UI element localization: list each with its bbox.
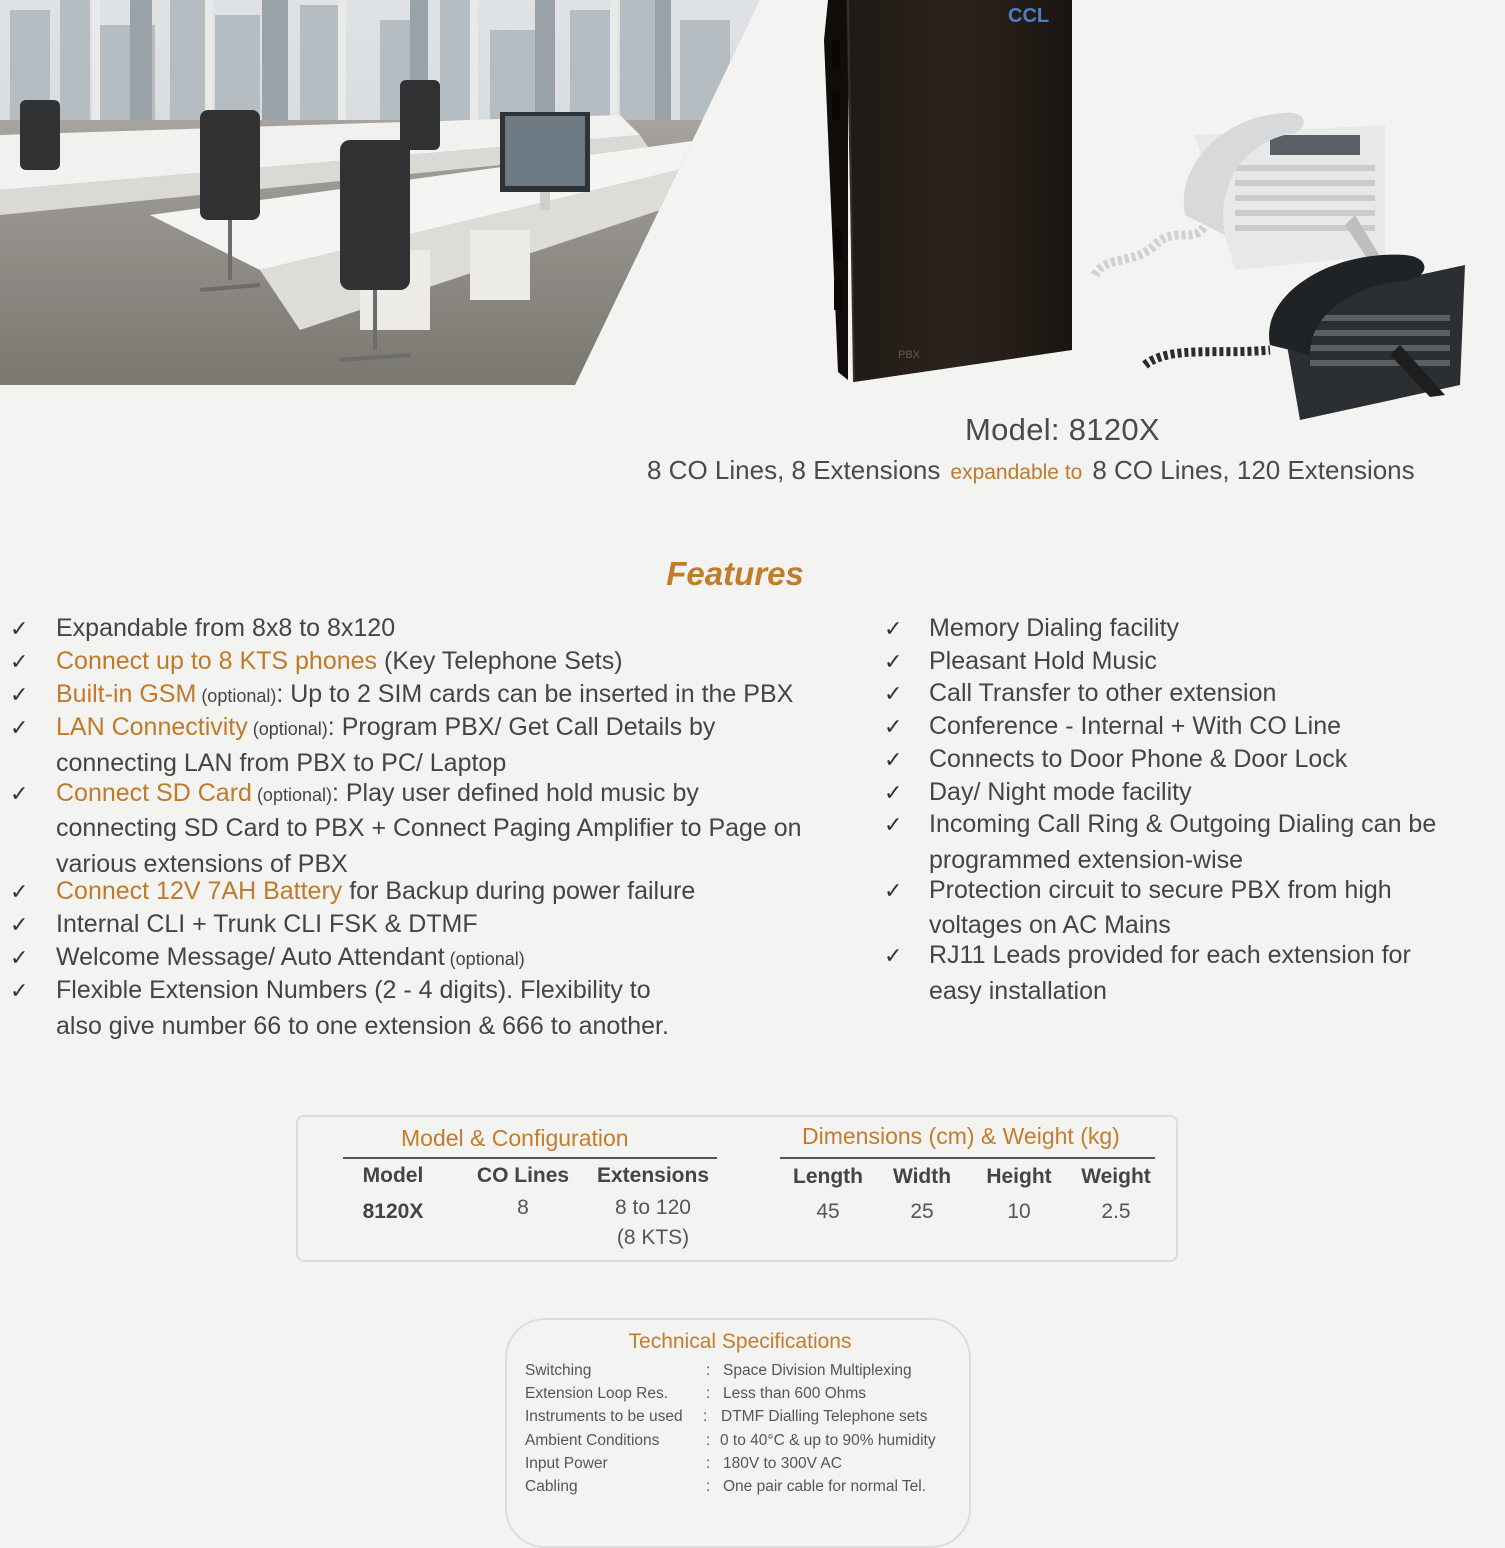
feature-text: Flexible Extension Numbers (2 - 4 digits). Flexibility to [56, 975, 651, 1004]
feature-item-line [929, 939, 1411, 972]
check-icon: ✓ [884, 714, 903, 740]
feature-item-line [56, 645, 623, 678]
dim-cell-weight: 2.5 [1101, 1200, 1131, 1223]
feature-optional-tag: (optional) [444, 949, 525, 969]
tech-spec-colon: : [706, 1385, 711, 1403]
config-cell-co-lines: 8 [517, 1196, 529, 1219]
feature-text: connecting SD Card to PBX + Connect Paging Amplifier to Page on [56, 814, 802, 843]
check-icon: ✓ [884, 943, 903, 968]
feature-text: for Backup during power failure [342, 877, 696, 906]
tech-spec-colon: : [703, 1408, 708, 1426]
feature-item-line [56, 612, 395, 645]
check-icon: ✓ [10, 681, 29, 707]
dimensions-table-rule [780, 1157, 1155, 1159]
feature-text: Connects to Door Phone & Door Lock [929, 744, 1348, 773]
tech-spec-colon: : [706, 1454, 711, 1472]
tech-spec-colon: : [706, 1362, 711, 1379]
check-icon: ✓ [10, 780, 29, 806]
feature-item-line [56, 777, 699, 812]
features-list-left [10, 612, 860, 1052]
check-icon: ✓ [10, 945, 29, 970]
check-icon: ✓ [10, 616, 29, 641]
feature-text: Internal CLI + Trunk CLI FSK & DTMF [56, 910, 478, 939]
feature-highlight: Built-in GSM [56, 679, 197, 708]
feature-text: various extensions of PBX [56, 850, 348, 879]
check-icon: ✓ [884, 616, 903, 641]
feature-text: Memory Dialing facility [929, 614, 1180, 642]
check-icon: ✓ [10, 977, 29, 1003]
feature-item-line [929, 874, 1392, 907]
feature-text: Conference - Internal + With CO Line [929, 712, 1341, 741]
feature-optional-tag: (optional) [251, 784, 332, 805]
check-icon: ✓ [10, 879, 29, 905]
dim-header-length: Length [793, 1165, 863, 1188]
tech-spec-row [525, 1362, 965, 1384]
feature-text: Call Transfer to other extension [929, 679, 1277, 708]
feature-item-line [929, 844, 1243, 877]
feature-text: : Play user defined hold music by [331, 778, 699, 807]
feature-highlight: Connect up to 8 KTS phones [56, 646, 378, 675]
config-table-title: Model & Configuration [401, 1125, 629, 1151]
feature-item-line [929, 677, 1276, 710]
tech-spec-value: One pair cable for normal Tel. [723, 1478, 927, 1495]
feature-item-line [929, 612, 1179, 645]
feature-text: (Key Telephone Sets) [377, 646, 623, 675]
feature-text: connecting LAN from PBX to PC/ Laptop [56, 748, 507, 777]
feature-item-line [56, 711, 715, 746]
feature-text: voltages on AC Mains [929, 911, 1171, 940]
brand-logo: CCL [1008, 5, 1050, 27]
feature-item-line [56, 678, 793, 713]
tech-spec-value: 180V to 300V AC [723, 1454, 842, 1472]
tech-spec-value: 0 to 40°C & up to 90% humidity [720, 1431, 936, 1449]
tech-spec-row [525, 1408, 965, 1430]
dim-header-height: Height [986, 1165, 1052, 1188]
feature-text: : Up to 2 SIM cards can be inserted in the PBX [276, 679, 794, 708]
config-header-model: Model [362, 1164, 424, 1187]
dim-header-width: Width [892, 1165, 952, 1188]
feature-item-line [56, 812, 802, 845]
tech-spec-colon: : [706, 1431, 711, 1449]
feature-text: Expandable from 8x8 to 8x120 [56, 614, 396, 642]
check-icon: ✓ [884, 746, 903, 772]
feature-text: Day/ Night mode facility [929, 777, 1192, 806]
tech-spec-row [525, 1432, 965, 1454]
model-capacity [647, 455, 1415, 486]
tech-spec-row [525, 1455, 965, 1477]
tech-specs-title: Technical Specifications [628, 1330, 852, 1353]
config-table-rule [343, 1157, 717, 1159]
dimensions-table-title: Dimensions (cm) & Weight (kg) [802, 1123, 1120, 1149]
check-icon: ✓ [884, 779, 903, 805]
feature-text: Protection circuit to secure PBX from high [929, 875, 1392, 904]
tech-spec-value: DTMF Dialling Telephone sets [721, 1408, 928, 1426]
feature-item-line [929, 909, 1171, 942]
features-list-right [884, 612, 1484, 1022]
config-cell-extensions-note: (8 KTS) [616, 1226, 690, 1249]
configuration-box [296, 1115, 1178, 1262]
tech-spec-key: Cabling [525, 1478, 578, 1495]
feature-highlight: Connect SD Card [56, 778, 252, 807]
tech-spec-key: Extension Loop Res. [525, 1385, 669, 1403]
feature-item-line [929, 975, 1107, 1008]
key-telephone-black-image [1130, 245, 1475, 420]
check-icon: ✓ [884, 812, 903, 838]
dim-header-weight: Weight [1081, 1165, 1151, 1188]
feature-text: Pleasant Hold Music [929, 646, 1157, 675]
feature-text: easy installation [929, 976, 1107, 1005]
tech-spec-key: Switching [525, 1362, 592, 1379]
config-cell-extensions: 8 to 120 [615, 1196, 691, 1219]
feature-item-line [56, 1010, 669, 1043]
capacity-base: 8 CO Lines, 8 Extensions [647, 455, 941, 485]
feature-text: RJ11 Leads provided for each extension for [929, 941, 1411, 969]
feature-item-line [56, 941, 525, 976]
feature-optional-tag: (optional) [247, 718, 328, 739]
feature-item-line [929, 808, 1436, 841]
pbx-unit-image [818, 0, 1080, 386]
tech-spec-value: Space Division Multiplexing [723, 1362, 912, 1379]
capacity-max: 8 CO Lines, 120 Extensions [1092, 455, 1415, 485]
config-header-extensions: Extensions [596, 1164, 710, 1187]
feature-item-line [929, 776, 1192, 809]
check-icon: ✓ [10, 648, 29, 674]
tech-spec-key: Input Power [525, 1454, 608, 1472]
feature-text: programmed extension-wise [929, 845, 1244, 874]
feature-item-line [929, 645, 1157, 678]
feature-item-line [56, 747, 506, 780]
office-photo [0, 0, 760, 385]
tech-spec-row [525, 1478, 965, 1500]
dim-cell-height: 10 [1007, 1200, 1031, 1223]
feature-text: Welcome Message/ Auto Attendant [56, 943, 445, 971]
feature-item-line [929, 743, 1347, 776]
feature-optional-tag: (optional) [196, 685, 277, 706]
config-cell-model: 8120X [362, 1200, 424, 1223]
config-header-co-lines: CO Lines [476, 1164, 570, 1187]
feature-highlight: Connect 12V 7AH Battery [56, 877, 343, 906]
technical-specifications-box [505, 1318, 971, 1548]
feature-text: also give number 66 to one extension & 666 to another. [56, 1011, 669, 1040]
capacity-joiner: expandable to [950, 461, 1083, 484]
model-title: Model: 8120X [965, 412, 1160, 447]
tech-spec-key: Instruments to be used [525, 1408, 683, 1426]
check-icon: ✓ [884, 681, 903, 707]
tech-spec-row [525, 1385, 965, 1407]
feature-text: : Program PBX/ Get Call Details by [327, 712, 716, 741]
check-icon: ✓ [884, 648, 903, 674]
check-icon: ✓ [10, 912, 29, 938]
check-icon: ✓ [884, 877, 903, 903]
dim-cell-width: 25 [910, 1200, 934, 1223]
feature-text: Incoming Call Ring & Outgoing Dialing can be [929, 810, 1437, 839]
dim-cell-length: 45 [816, 1200, 840, 1223]
feature-item-line [929, 710, 1341, 743]
features-heading: Features [666, 555, 804, 592]
tech-spec-value: Less than 600 Ohms [723, 1385, 867, 1403]
feature-item-line [56, 974, 651, 1007]
tech-spec-key: Ambient Conditions [525, 1431, 660, 1449]
feature-highlight: LAN Connectivity [56, 712, 248, 741]
feature-item-line [56, 908, 478, 941]
tech-spec-colon: : [706, 1478, 711, 1495]
check-icon: ✓ [10, 714, 29, 740]
tech-specs-list [525, 1362, 965, 1502]
feature-item-line [56, 875, 695, 908]
pbx-label: PBX [898, 349, 921, 361]
